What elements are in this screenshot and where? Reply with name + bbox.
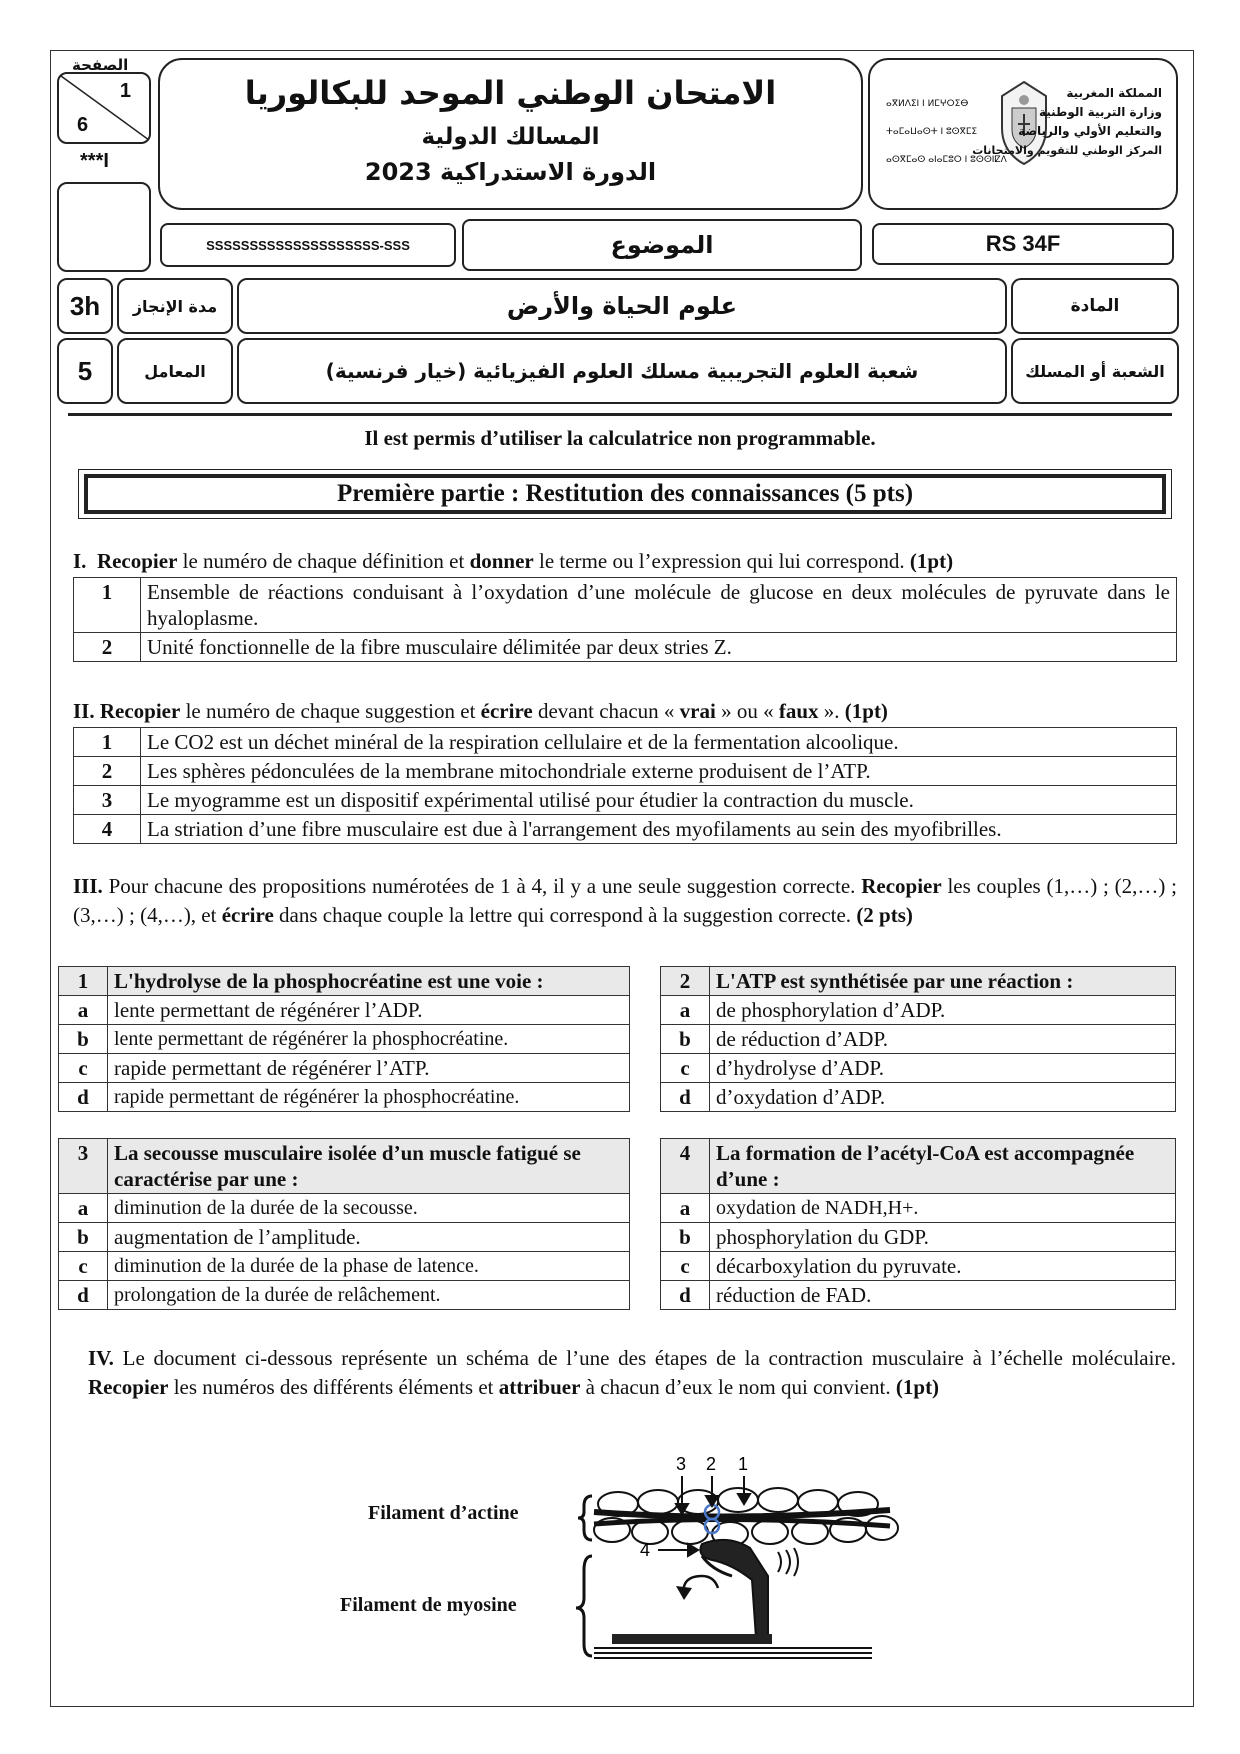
q3-block-1 — [58, 966, 630, 1112]
subject-box — [462, 219, 862, 271]
page-total: 6 — [77, 114, 89, 136]
tifinagh-line-1: ⴰⴳⵍⴷⵉⵏ ⵏ ⵍⵎⵖⵔⵉⴱ — [886, 99, 969, 109]
block-title: La formation de l’acétyl-CoA est accompagnée d’une : — [710, 1139, 1176, 1194]
code-left: SSSSSSSSSSSSSSSSSSSS-SSS — [206, 237, 410, 253]
subject-name: علوم الحياة والأرض — [506, 292, 738, 320]
option-letter: b — [661, 1223, 710, 1252]
option-letter: b — [59, 1223, 108, 1252]
option-text: décarboxylation du pyruvate. — [710, 1252, 1176, 1281]
q2-row-text: Les sphères pédonculées de la membrane mitochondriale externe produisent de l’ATP. — [141, 757, 1177, 786]
table-row — [661, 1139, 1176, 1194]
q1-row-num: 2 — [74, 633, 141, 662]
kingdom-line-3: والتعليم الأولي والرياضة — [1018, 124, 1162, 138]
track: المسالك الدولية — [421, 124, 600, 150]
block-title: L'ATP est synthétisée par une réaction : — [710, 967, 1176, 996]
q2-row-text: Le myogramme est un dispositif expérimental utilisé pour étudier la contraction du muscle. — [141, 786, 1177, 815]
label-myosin: Filament de myosine — [340, 1594, 517, 1616]
num-2: 2 — [706, 1454, 717, 1474]
option-text: lente permettant de régénérer l’ADP. — [108, 996, 630, 1025]
table-row — [74, 757, 1177, 786]
q3-w1: Recopier — [861, 874, 942, 898]
option-letter: d — [661, 1281, 710, 1310]
tifinagh-line-2: ⵜⴰⵎⴰⵡⴰⵙⵜ ⵏ ⵓⵙⴳⵎⵉ — [886, 127, 978, 137]
q3-pts: (2 pts) — [856, 903, 913, 927]
q3-t3: dans chaque couple la lettre qui correspond à la suggestion correcte. — [273, 903, 857, 927]
q2-t2: devant chacun « — [532, 699, 680, 723]
q1-t1: le numéro de chaque définition et — [177, 549, 470, 573]
option-text: réduction de FAD. — [710, 1281, 1176, 1310]
table-row — [74, 728, 1177, 757]
q3-t1: Pour chacune des propositions numérotées de 1 à 4, il y a une seule suggestion correcte. — [102, 874, 862, 898]
q2-w3: vrai — [679, 699, 716, 723]
q3-block-2 — [660, 966, 1176, 1112]
q3-block-4 — [660, 1138, 1176, 1310]
q3-w2: écrire — [221, 903, 274, 927]
q3-block-3 — [58, 1138, 630, 1310]
duration-label: مدة الإنجاز — [132, 296, 218, 316]
q1-table — [73, 577, 1177, 662]
block-title: L'hydrolyse de la phosphocréatine est une voie : — [108, 967, 630, 996]
option-text: de réduction d’ADP. — [710, 1025, 1176, 1054]
branch-label-box — [1011, 338, 1179, 404]
option-text: rapide permettant de régénérer la phosphocréatine. — [108, 1083, 630, 1112]
option-letter: d — [59, 1281, 108, 1310]
option-letter: c — [661, 1054, 710, 1083]
table-row — [59, 1139, 630, 1194]
option-text: augmentation de l’amplitude. — [108, 1223, 630, 1252]
exam-title: الامتحان الوطني الموحد للبكالوريا — [244, 74, 777, 112]
part-title: Première partie : Restitution des connaissances (5 pts) — [336, 480, 914, 507]
table-row — [59, 1054, 630, 1083]
q3-num: III. — [73, 874, 103, 898]
option-letter: c — [59, 1252, 108, 1281]
option-letter: c — [661, 1252, 710, 1281]
blank-box — [57, 182, 151, 272]
duration-value-box — [57, 278, 113, 334]
coef-value: 5 — [77, 355, 93, 386]
kingdom-line-4: المركز الوطني للتقويم والامتحانات — [972, 144, 1162, 157]
table-row — [59, 1223, 630, 1252]
q4-instruction — [88, 1344, 1176, 1402]
table-row — [59, 1281, 630, 1310]
q2-pts: (1pt) — [844, 699, 888, 723]
subject-box-label: الموضوع — [610, 231, 714, 259]
q1-instruction — [73, 547, 1183, 576]
option-text: phosphorylation du GDP. — [710, 1223, 1176, 1252]
branch-label: الشعبة أو المسلك — [1025, 361, 1165, 381]
option-letter: a — [59, 996, 108, 1025]
option-letter: a — [59, 1194, 108, 1223]
q1-row-text: Ensemble de réactions conduisant à l’oxydation d’une molécule de glucose en deux molécules de pyruvate dans le hyaloplasme. — [141, 578, 1177, 633]
code: RS 34F — [985, 231, 1061, 256]
table-row — [661, 1281, 1176, 1310]
option-text: rapide permettant de régénérer l’ATP. — [108, 1054, 630, 1083]
q2-row-num: 1 — [74, 728, 141, 757]
q2-t1: le numéro de chaque suggestion et — [180, 699, 481, 723]
option-text: diminution de la durée de la phase de latence. — [108, 1252, 630, 1281]
subject-label-box — [1011, 278, 1179, 334]
q2-instruction — [73, 697, 1183, 726]
num-3: 3 — [676, 1454, 687, 1474]
table-row — [59, 1083, 630, 1112]
page-number-box — [57, 72, 151, 144]
table-row — [74, 786, 1177, 815]
subject-name-box — [237, 278, 1007, 334]
table-row — [74, 633, 1177, 662]
q4-t3: à chacun d’eux le nom qui convient. — [580, 1375, 896, 1399]
coef-label-box — [117, 338, 233, 404]
table-row — [661, 1054, 1176, 1083]
option-letter: d — [661, 1083, 710, 1112]
tifinagh-line-3: ⴰⵙⴳⵎⴰⵙ ⴰⵏⴰⵎⵓⵔ ⵏ ⵓⵙⵙⵏⵇⴷ — [886, 155, 1007, 165]
part-title-box — [78, 469, 1172, 519]
q2-row-num: 2 — [74, 757, 141, 786]
block-num: 3 — [59, 1139, 108, 1194]
num-1: 1 — [738, 1454, 749, 1474]
ministry-box — [868, 58, 1178, 210]
q1-t2: le terme ou l’expression qui lui correspond. — [533, 549, 910, 573]
code-left-box — [160, 223, 456, 267]
divider — [68, 413, 1172, 416]
option-text: lente permettant de régénérer la phosphocréatine. — [108, 1025, 630, 1054]
table-row — [59, 1252, 630, 1281]
q1-w2: donner — [469, 549, 534, 573]
q4-t2: les numéros des différents éléments et — [168, 1375, 499, 1399]
option-text: de phosphorylation d’ADP. — [710, 996, 1176, 1025]
q4-num: IV. — [88, 1346, 114, 1370]
branch-name-box — [237, 338, 1007, 404]
option-text: diminution de la durée de la secousse. — [108, 1194, 630, 1223]
contraction-diagram — [572, 1448, 932, 1628]
coef-label: المعامل — [144, 361, 206, 381]
q2-row-num: 3 — [74, 786, 141, 815]
page-label: الصفحة — [72, 56, 129, 74]
q4-w1: Recopier — [88, 1375, 169, 1399]
option-text: d’hydrolyse d’ADP. — [710, 1054, 1176, 1083]
q3-t2: les couples (1,…) ; (2,…) ; (3,…) ; (4,…), et — [73, 874, 1177, 927]
page-num: 1 — [119, 80, 131, 102]
block-num: 2 — [661, 967, 710, 996]
duration-value: 3h — [69, 290, 101, 321]
table-row — [661, 996, 1176, 1025]
stars: ***I — [80, 150, 109, 172]
q4-pts: (1pt) — [895, 1375, 940, 1399]
option-letter: d — [59, 1083, 108, 1112]
option-letter: a — [661, 996, 710, 1025]
table-row — [59, 1025, 630, 1054]
q2-row-text: La striation d’une fibre musculaire est due à l'arrangement des myofilaments au sein des myofibrilles. — [141, 815, 1177, 844]
option-letter: a — [661, 1194, 710, 1223]
q2-t4: ». — [818, 699, 845, 723]
subject-label: المادة — [1070, 296, 1120, 316]
table-row — [661, 1025, 1176, 1054]
q2-w2: écrire — [480, 699, 533, 723]
table-row — [661, 1083, 1176, 1112]
block-num: 1 — [59, 967, 108, 996]
q1-pts: (1pt) — [909, 549, 954, 573]
kingdom-line-1: المملكة المغربية — [1066, 86, 1162, 100]
q1-num: I. — [73, 549, 87, 573]
block-num: 4 — [661, 1139, 710, 1194]
block-title: La secousse musculaire isolée d’un muscle fatigué se caractérise par une : — [108, 1139, 630, 1194]
table-row — [59, 967, 630, 996]
table-row — [74, 578, 1177, 633]
table-row — [661, 1194, 1176, 1223]
table-row — [661, 1252, 1176, 1281]
q2-w1: Recopier — [99, 699, 181, 723]
q1-row-text: Unité fonctionnelle de la fibre musculaire délimitée par deux stries Z. — [141, 633, 1177, 662]
table-row — [661, 1223, 1176, 1252]
label-actin: Filament d’actine — [368, 1502, 519, 1524]
table-row — [59, 996, 630, 1025]
table-row — [59, 1194, 630, 1223]
option-letter: c — [59, 1054, 108, 1083]
coef-value-box — [57, 338, 113, 404]
option-text: prolongation de la durée de relâchement. — [108, 1281, 630, 1310]
q1-row-num: 1 — [74, 578, 141, 633]
table-row — [661, 967, 1176, 996]
table-row — [74, 815, 1177, 844]
duration-label-box — [117, 278, 233, 334]
session: الدورة الاستدراكية 2023 — [364, 158, 657, 186]
calc-note: Il est permis d’utiliser la calculatrice non programmable. — [364, 426, 876, 450]
branch-name: شعبة العلوم التجريبية مسلك العلوم الفيزيائية (خيار فرنسية) — [325, 359, 919, 383]
exam-title-box — [158, 58, 863, 210]
q2-row-text: Le CO2 est un déchet minéral de la respiration cellulaire et de la fermentation alcoolique. — [141, 728, 1177, 757]
option-letter: b — [661, 1025, 710, 1054]
option-text: oxydation de NADH,H+. — [710, 1194, 1176, 1223]
option-text: d’oxydation d’ADP. — [710, 1083, 1176, 1112]
q3-instruction — [73, 872, 1177, 930]
code-box — [872, 223, 1174, 265]
q2-t3: » ou « — [715, 699, 779, 723]
q4-t1: Le document ci-dessous représente un schéma de l’une des étapes de la contraction musculaire à l’échelle moléculaire. — [113, 1346, 1176, 1370]
kingdom-line-2: وزارة التربية الوطنية — [1038, 105, 1162, 119]
q2-row-num: 4 — [74, 815, 141, 844]
q4-w2: attribuer — [498, 1375, 581, 1399]
q1-w1: Recopier — [96, 549, 178, 573]
q2-w4: faux — [778, 699, 819, 723]
q2-num: II. — [73, 699, 95, 723]
option-letter: b — [59, 1025, 108, 1054]
num-4: 4 — [640, 1540, 651, 1560]
q2-table — [73, 727, 1177, 844]
